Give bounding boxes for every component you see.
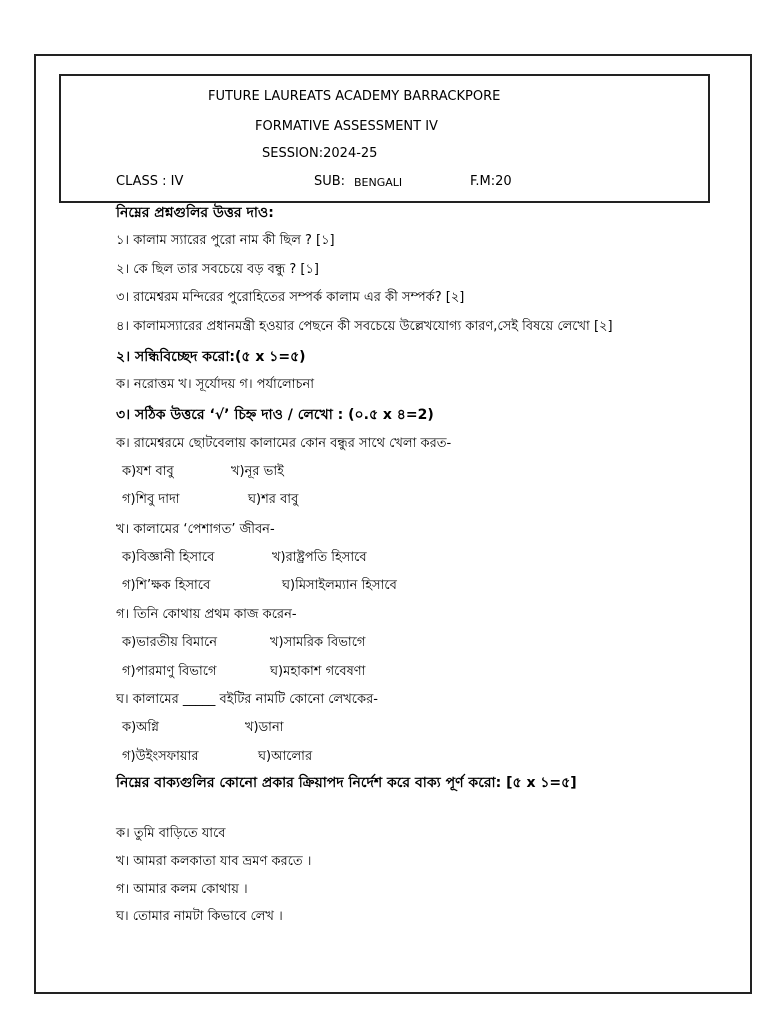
section-2-items: ক। নরোত্তম খ। সূর্যোদয় গ। পর্যালোচনা	[116, 377, 315, 392]
mcq-1-option-b: খ)নূর ভাই	[231, 464, 284, 479]
subject-label: SUB:	[314, 174, 346, 189]
mcq-3-option-d: ঘ)মহাকাশ গবেষণা	[270, 664, 366, 679]
section-1-q2: ২। কে ছিল তার সবচেয়ে বড় বন্ধু ? [১]	[116, 262, 319, 277]
section-4-q3: গ। আমার কলম কোথায় ।	[116, 882, 248, 897]
school-name: FUTURE LAUREATS ACADEMY BARRACKPORE	[208, 89, 501, 104]
mcq-1-option-c: গ)শিবু দাদা	[122, 492, 180, 507]
class-label: CLASS : IV	[116, 174, 184, 189]
mcq-1-question: ক। রামেশ্বরমে ছোটবেলায় কালামের কোন বন্ধুর সাথে খেলা করত-	[116, 436, 452, 451]
mcq-2-option-b: খ)রাষ্ট্রপতি হিসাবে	[272, 550, 367, 565]
section-1-q1: ১। কালাম স্যারের পুরো নাম কী ছিল ? [১]	[116, 233, 335, 248]
mcq-4-option-a: ক)অগ্নি	[122, 720, 159, 735]
section-3-title: ৩। সঠিক উত্তরে ‘√’ চিহ্ন দাও / লেখো : (০.৫ x ৪=2)	[116, 407, 434, 423]
assessment-title: FORMATIVE ASSESSMENT IV	[255, 119, 438, 134]
mcq-2-option-c: গ)শি’ক্ষক হিসাবে	[122, 578, 211, 593]
mcq-3-option-b: খ)সামরিক বিভাগে	[270, 635, 366, 650]
session-label: SESSION:2024-25	[262, 146, 378, 161]
mcq-4-option-b: খ)ডানা	[245, 720, 284, 735]
section-1-title: নিম্নের প্রশ্নগুলির উত্তর দাও:	[116, 205, 274, 221]
section-1-q4: ৪। কালামস্যারের প্রধানমন্ত্রী হওয়ার পেছনে কী সবচেয়ে উল্লেখযোগ্য কারণ,সেই বিষয়ে লেখো [২]	[116, 319, 613, 334]
mcq-2-question: খ। কালামের ‘পেশাগত’ জীবন-	[116, 522, 275, 537]
full-marks: F.M:20	[470, 174, 512, 189]
mcq-2-option-d: ঘ)মিসাইলম্যান হিসাবে	[282, 578, 397, 593]
mcq-1-option-a: ক)যশ বাবু	[122, 464, 174, 479]
mcq-1-option-d: ঘ)শর বাবু	[248, 492, 299, 507]
mcq-3-question: গ। তিনি কোথায় প্রথম কাজ করেন-	[116, 607, 297, 622]
section-4-title: নিম্নের বাক্যগুলির কোনো প্রকার ক্রিয়াপদ নির্দেশ করে বাক্য পূর্ণ করো: [৫ x ১=৫]	[116, 775, 577, 791]
mcq-2-option-a: ক)বিজ্ঞানী হিসাবে	[122, 550, 215, 565]
section-2-title: ২। সন্ধিবিচ্ছেদ করো:(৫ x ১=৫)	[116, 349, 306, 365]
mcq-4-option-d: ঘ)আলোর	[258, 749, 313, 764]
section-1-q3: ৩। রামেশ্বরম মন্দিরের পুরোহিতের সম্পর্ক কালাম এর কী সম্পর্ক? [২]	[116, 290, 465, 305]
section-4-q4: ঘ। তোমার নামটা কিভাবে লেখ ।	[116, 909, 283, 924]
subject-value: BENGALI	[354, 176, 403, 189]
section-4-q2: খ। আমরা কলকাতা যাব ভ্রমণ করতে ।	[116, 854, 312, 869]
mcq-4-option-c: গ)উইংসফায়ার	[122, 749, 199, 764]
mcq-3-option-a: ক)ভারতীয় বিমানে	[122, 635, 217, 650]
mcq-3-option-c: গ)পারমাণু বিভাগে	[122, 664, 217, 679]
mcq-4-question: ঘ। কালামের _____ বইটির নামটি কোনো লেখকের-	[116, 692, 378, 707]
section-4-q1: ক। তুমি বাড়িতে যাবে	[116, 826, 226, 841]
